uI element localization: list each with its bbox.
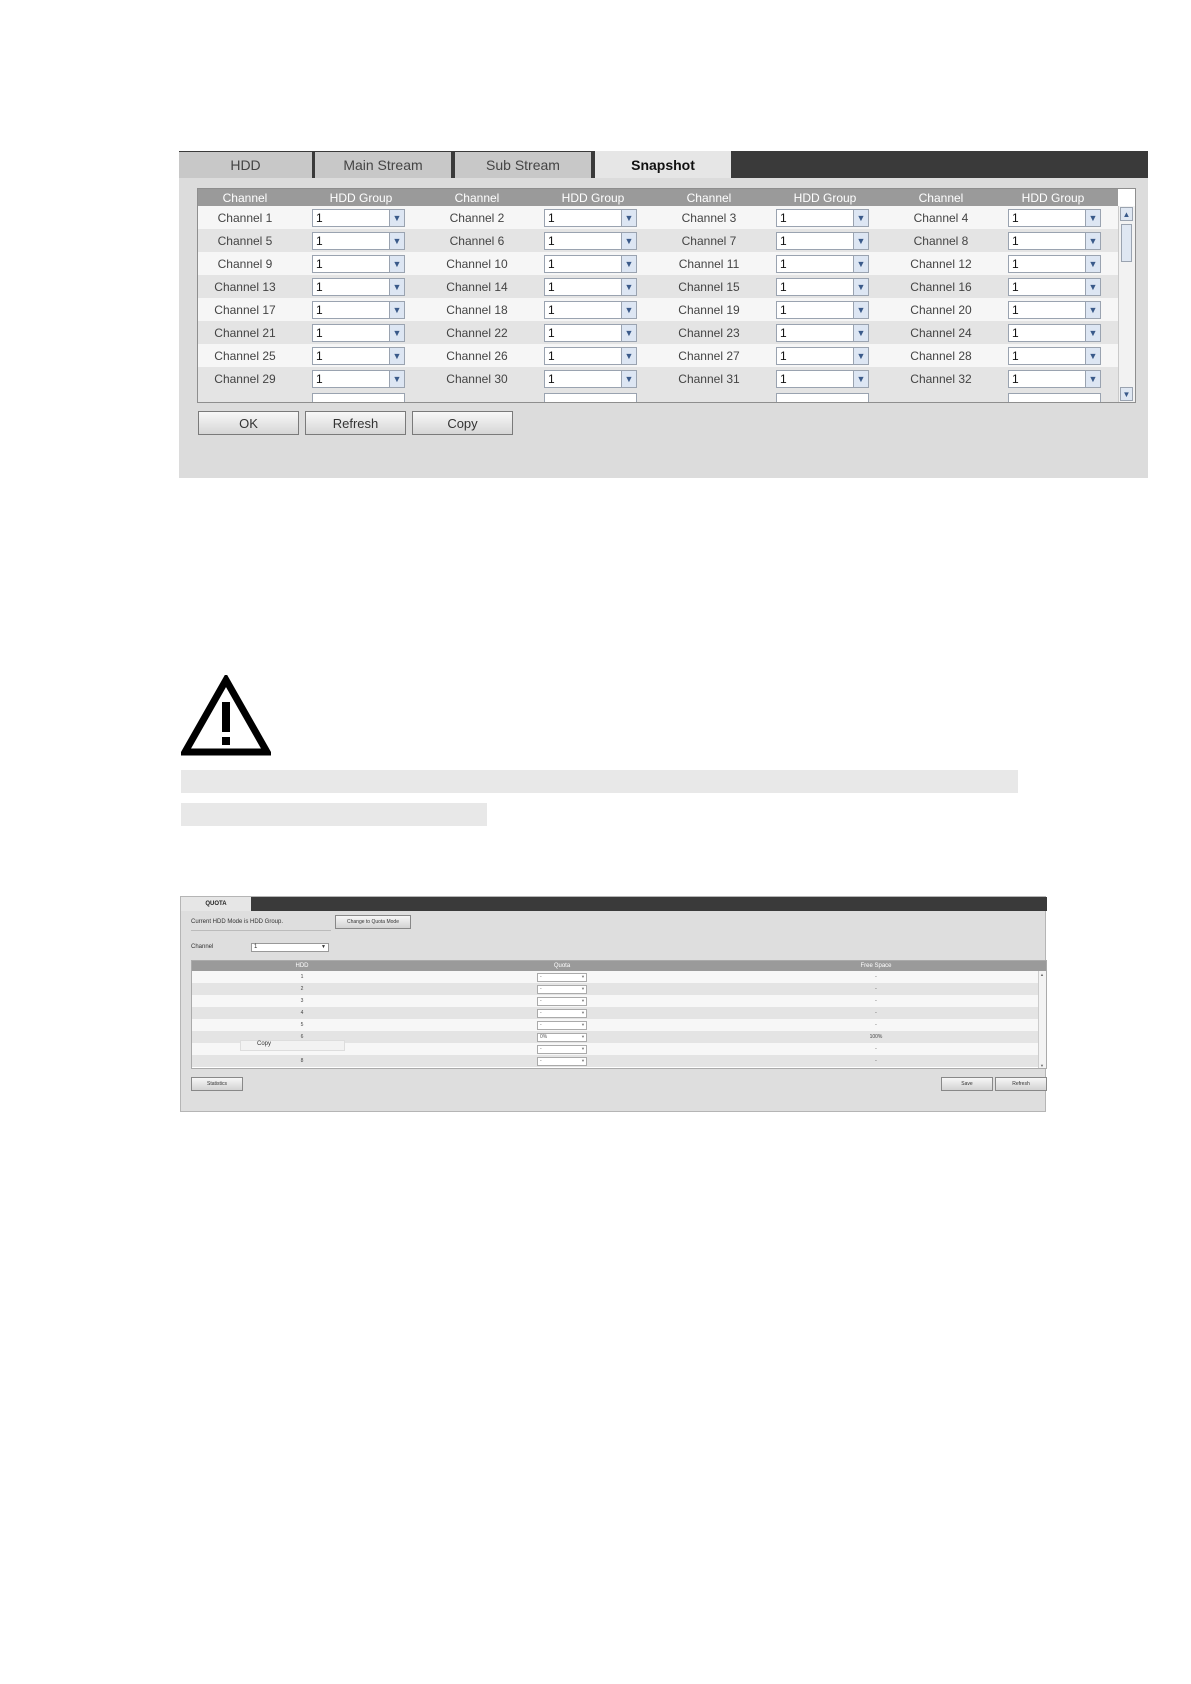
scroll-up-icon[interactable]: ▲ [1040, 972, 1044, 977]
hdd-number: 1 [300, 974, 304, 980]
channel-label: Channel 17 [214, 302, 276, 317]
change-to-quota-mode-button[interactable]: Change to Quota Mode [335, 915, 411, 929]
hdd-mode-text: Current HDD Mode is HDD Group. [191, 919, 284, 925]
quota-table [191, 960, 1047, 1069]
hdd-group-select[interactable] [776, 393, 869, 403]
hdd-group-select[interactable] [544, 209, 637, 227]
hdd-group-select[interactable] [1008, 278, 1101, 296]
channel-label: Channel 27 [678, 348, 740, 363]
vertical-scrollbar[interactable] [1118, 206, 1135, 402]
hdd-group-select[interactable] [312, 232, 405, 250]
hdd-group-select[interactable] [776, 324, 869, 342]
chevron-down-icon[interactable]: ▼ [389, 256, 404, 272]
table-row [198, 275, 1118, 298]
quota-select[interactable] [537, 1045, 587, 1054]
quota-value: - [540, 1046, 542, 1052]
quota-select[interactable] [537, 985, 587, 994]
chevron-down-icon[interactable]: ▼ [581, 1058, 585, 1063]
hdd-group-select[interactable] [544, 370, 637, 388]
channel-label: Channel 22 [446, 325, 508, 340]
channel-label: Channel 28 [910, 348, 972, 363]
channel-label: Channel 13 [214, 279, 276, 294]
hdd-group-value: 1 [316, 349, 323, 363]
chevron-down-icon[interactable]: ▼ [389, 371, 404, 387]
free-space-value: - [875, 1058, 877, 1064]
table-row [192, 971, 1040, 983]
redacted-text-line [181, 803, 487, 826]
quota-select[interactable] [537, 1009, 587, 1018]
hdd-group-select[interactable] [312, 324, 405, 342]
channel-label: Channel 32 [910, 371, 972, 386]
channel-label: Channel 9 [217, 256, 273, 271]
channel-label: Channel 21 [214, 325, 276, 340]
free-space-value: - [875, 998, 877, 1004]
hdd-number: 6 [300, 1034, 304, 1040]
channel-label: Channel 12 [910, 256, 972, 271]
tab-bar [181, 897, 1047, 911]
free-space-value: - [875, 986, 877, 992]
tab-main-stream[interactable]: Main Stream [315, 152, 451, 178]
hdd-group-select[interactable] [312, 209, 405, 227]
chevron-down-icon[interactable]: ▼ [853, 256, 868, 272]
quota-panel [180, 896, 1046, 1112]
hdd-group-select[interactable] [544, 278, 637, 296]
table-row [198, 298, 1118, 321]
chevron-down-icon[interactable]: ▼ [853, 348, 868, 364]
statistics-button[interactable]: Statistics [191, 1077, 243, 1091]
table-row [192, 1019, 1040, 1031]
channel-label: Channel 4 [913, 210, 969, 225]
channel-label: Channel 19 [678, 302, 740, 317]
channel-label: Channel 5 [217, 233, 273, 248]
chevron-down-icon[interactable]: ▼ [1085, 348, 1100, 364]
save-button[interactable]: Save [941, 1077, 993, 1091]
hdd-group-select[interactable] [312, 278, 405, 296]
column-header-channel: Channel [918, 190, 964, 205]
chevron-down-icon[interactable]: ▼ [621, 279, 636, 295]
table-row [192, 983, 1040, 995]
hdd-group-select[interactable] [1008, 232, 1101, 250]
scroll-thumb[interactable] [1121, 224, 1132, 262]
hdd-group-value: 1 [316, 326, 323, 340]
hdd-group-value: 1 [1012, 349, 1019, 363]
table-header [198, 189, 1118, 206]
chevron-down-icon[interactable]: ▼ [853, 233, 868, 249]
chevron-down-icon[interactable]: ▼ [581, 974, 585, 979]
table-row [198, 229, 1118, 252]
hdd-group-value: 1 [780, 372, 787, 386]
hdd-group-select[interactable] [544, 324, 637, 342]
hdd-group-value: 1 [548, 234, 555, 248]
quota-value: - [540, 1010, 542, 1016]
channel-label: Channel 10 [446, 256, 508, 271]
hdd-group-select[interactable] [312, 301, 405, 319]
column-header-quota: Quota [553, 963, 571, 969]
chevron-down-icon[interactable]: ▼ [1085, 325, 1100, 341]
hdd-group-value: 1 [780, 257, 787, 271]
hdd-group-select[interactable] [776, 255, 869, 273]
copy-popup[interactable]: Copy [240, 1040, 345, 1051]
quota-select[interactable] [537, 997, 587, 1006]
hdd-group-value: 1 [548, 257, 555, 271]
column-header-hdd-group: HDD Group [329, 190, 393, 205]
chevron-down-icon[interactable]: ▼ [581, 998, 585, 1003]
hdd-group-select[interactable] [776, 370, 869, 388]
refresh-button[interactable]: Refresh [995, 1077, 1047, 1091]
column-header-hdd-group: HDD Group [793, 190, 857, 205]
hdd-group-select[interactable] [1008, 347, 1101, 365]
hdd-group-value: 1 [780, 280, 787, 294]
channel-label: Channel 8 [913, 233, 969, 248]
column-header-channel: Channel [686, 190, 732, 205]
hdd-group-select[interactable] [1008, 324, 1101, 342]
free-space-value: - [875, 1010, 877, 1016]
hdd-group-select[interactable] [1008, 209, 1101, 227]
channel-label: Channel 31 [678, 371, 740, 386]
hdd-group-select[interactable] [1008, 255, 1101, 273]
hdd-group-value: 1 [1012, 303, 1019, 317]
hdd-group-select[interactable] [312, 255, 405, 273]
tab-bar [179, 151, 1148, 178]
ok-button[interactable]: OK [198, 411, 299, 435]
hdd-group-value: 1 [548, 280, 555, 294]
table-row [198, 321, 1118, 344]
hdd-group-select[interactable] [1008, 301, 1101, 319]
hdd-group-select[interactable] [776, 301, 869, 319]
redacted-text-line [181, 770, 1018, 793]
chevron-down-icon[interactable]: ▼ [581, 1010, 585, 1015]
hdd-group-select[interactable] [776, 209, 869, 227]
hdd-group-value: 1 [1012, 372, 1019, 386]
channel-label: Channel 7 [681, 233, 737, 248]
hdd-group-value: 1 [548, 211, 555, 225]
chevron-down-icon[interactable]: ▼ [1085, 279, 1100, 295]
channel-label: Channel 14 [446, 279, 508, 294]
chevron-down-icon[interactable]: ▼ [853, 210, 868, 226]
chevron-down-icon[interactable]: ▼ [621, 348, 636, 364]
hdd-group-value: 1 [316, 257, 323, 271]
hdd-group-value: 1 [316, 372, 323, 386]
table-header [192, 961, 1047, 971]
table-row [198, 206, 1118, 229]
scroll-down-icon[interactable]: ▼ [1120, 387, 1133, 401]
table-row [192, 1055, 1040, 1067]
hdd-group-value: 1 [780, 211, 787, 225]
chevron-down-icon[interactable]: ▼ [1085, 371, 1100, 387]
quota-select[interactable] [537, 1057, 587, 1066]
chevron-down-icon[interactable]: ▼ [581, 986, 585, 991]
chevron-down-icon[interactable]: ▼ [1085, 256, 1100, 272]
quota-value: 0% [540, 1034, 548, 1040]
hdd-group-value: 1 [316, 280, 323, 294]
chevron-down-icon[interactable]: ▼ [389, 302, 404, 318]
tab-quota[interactable]: QUOTA [181, 897, 251, 911]
hdd-group-value: 1 [316, 234, 323, 248]
quota-value: - [540, 986, 542, 992]
copy-button[interactable]: Copy [412, 411, 513, 435]
hdd-group-select[interactable] [776, 278, 869, 296]
column-header-channel: Channel [454, 190, 500, 205]
hdd-group-value: 1 [548, 303, 555, 317]
hdd-group-value: 1 [1012, 326, 1019, 340]
vertical-scrollbar[interactable] [1038, 971, 1046, 1069]
channel-select[interactable] [251, 943, 329, 952]
channel-label: Channel 6 [449, 233, 505, 248]
hdd-group-select[interactable] [544, 393, 637, 403]
hdd-group-select[interactable] [544, 255, 637, 273]
hdd-group-value: 1 [316, 211, 323, 225]
chevron-down-icon[interactable]: ▼ [1085, 233, 1100, 249]
free-space-value: 100% [869, 1034, 883, 1040]
chevron-down-icon[interactable]: ▼ [621, 302, 636, 318]
chevron-down-icon: ▼ [321, 944, 326, 950]
column-header-free-space: Free Space [860, 963, 892, 969]
quota-select[interactable] [537, 973, 587, 982]
quota-value: - [540, 1022, 542, 1028]
hdd-group-select[interactable] [1008, 393, 1101, 403]
hdd-group-value: 1 [548, 372, 555, 386]
chevron-down-icon[interactable]: ▼ [389, 233, 404, 249]
channel-hdd-group-table [197, 188, 1136, 403]
channel-label: Channel 23 [678, 325, 740, 340]
table-row [192, 1007, 1040, 1019]
hdd-group-value: 1 [1012, 234, 1019, 248]
channel-label: Channel 1 [217, 210, 273, 225]
tab-sub-stream[interactable]: Sub Stream [455, 152, 591, 178]
hdd-group-value: 1 [316, 303, 323, 317]
hdd-group-select[interactable] [544, 347, 637, 365]
hdd-group-select[interactable] [312, 347, 405, 365]
quota-select[interactable] [537, 1033, 587, 1042]
quota-select[interactable] [537, 1021, 587, 1030]
hdd-number: 3 [300, 998, 304, 1004]
quota-value: - [540, 998, 542, 1004]
scroll-up-icon[interactable]: ▲ [1120, 207, 1133, 221]
free-space-value: - [875, 1046, 877, 1052]
channel-label: Channel 20 [910, 302, 972, 317]
hdd-group-value: 1 [1012, 211, 1019, 225]
tab-snapshot[interactable]: Snapshot [595, 151, 731, 178]
column-header-hdd: HDD [295, 963, 309, 969]
column-header-channel: Channel [222, 190, 268, 205]
channel-label: Channel 30 [446, 371, 508, 386]
snapshot-storage-panel [179, 151, 1148, 478]
chevron-down-icon[interactable]: ▼ [853, 302, 868, 318]
channel-label: Channel 18 [446, 302, 508, 317]
table-row [198, 390, 1118, 403]
chevron-down-icon[interactable]: ▼ [853, 279, 868, 295]
chevron-down-icon[interactable]: ▼ [853, 371, 868, 387]
hdd-group-value: 1 [1012, 280, 1019, 294]
free-space-value: - [875, 1022, 877, 1028]
scroll-down-icon[interactable]: ▼ [1040, 1063, 1044, 1068]
hdd-group-value: 1 [780, 234, 787, 248]
channel-label: Channel 26 [446, 348, 508, 363]
warning-triangle-icon [181, 675, 271, 756]
hdd-group-select[interactable] [1008, 370, 1101, 388]
table-row [198, 367, 1118, 390]
chevron-down-icon[interactable]: ▼ [389, 348, 404, 364]
channel-select-value: 1 [254, 944, 258, 950]
channel-label: Channel 25 [214, 348, 276, 363]
chevron-down-icon[interactable]: ▼ [621, 256, 636, 272]
column-header-hdd-group: HDD Group [561, 190, 625, 205]
chevron-down-icon[interactable]: ▼ [621, 325, 636, 341]
chevron-down-icon[interactable]: ▼ [621, 210, 636, 226]
chevron-down-icon[interactable]: ▼ [581, 1034, 585, 1039]
chevron-down-icon[interactable]: ▼ [1085, 210, 1100, 226]
refresh-button[interactable]: Refresh [305, 411, 406, 435]
hdd-number: 4 [300, 1010, 304, 1016]
hdd-group-select[interactable] [312, 370, 405, 388]
chevron-down-icon[interactable]: ▼ [621, 371, 636, 387]
chevron-down-icon[interactable]: ▼ [581, 1022, 585, 1027]
hdd-group-select[interactable] [544, 301, 637, 319]
hdd-group-value: 1 [548, 326, 555, 340]
hdd-group-value: 1 [780, 303, 787, 317]
hdd-group-select[interactable] [544, 232, 637, 250]
hdd-number: 2 [300, 986, 304, 992]
channel-label: Channel 16 [910, 279, 972, 294]
chevron-down-icon[interactable]: ▼ [389, 279, 404, 295]
chevron-down-icon[interactable]: ▼ [853, 325, 868, 341]
hdd-group-select[interactable] [776, 347, 869, 365]
hdd-group-select[interactable] [312, 393, 405, 403]
chevron-down-icon[interactable]: ▼ [581, 1046, 585, 1051]
chevron-down-icon[interactable]: ▼ [621, 233, 636, 249]
chevron-down-icon[interactable]: ▼ [389, 325, 404, 341]
chevron-down-icon[interactable]: ▼ [1085, 302, 1100, 318]
tab-hdd[interactable]: HDD [179, 152, 312, 178]
channel-label: Channel 15 [678, 279, 740, 294]
quota-value: - [540, 1058, 542, 1064]
channel-label: Channel 29 [214, 371, 276, 386]
channel-label: Channel 24 [910, 325, 972, 340]
divider [191, 930, 331, 931]
channel-label: Channel [191, 944, 214, 950]
hdd-number: 8 [300, 1058, 304, 1064]
channel-label: Channel 11 [678, 256, 740, 271]
chevron-down-icon[interactable]: ▼ [389, 210, 404, 226]
free-space-value: - [875, 974, 877, 980]
hdd-group-value: 1 [780, 326, 787, 340]
table-row [198, 252, 1118, 275]
hdd-group-value: 1 [1012, 257, 1019, 271]
channel-label: Channel 3 [681, 210, 737, 225]
channel-label: Channel 2 [449, 210, 505, 225]
table-row [198, 344, 1118, 367]
hdd-group-value: 1 [780, 349, 787, 363]
hdd-group-value: 1 [548, 349, 555, 363]
table-row [192, 995, 1040, 1007]
quota-value: - [540, 974, 542, 980]
column-header-hdd-group: HDD Group [1021, 190, 1085, 205]
hdd-group-select[interactable] [776, 232, 869, 250]
hdd-number: 5 [300, 1022, 304, 1028]
